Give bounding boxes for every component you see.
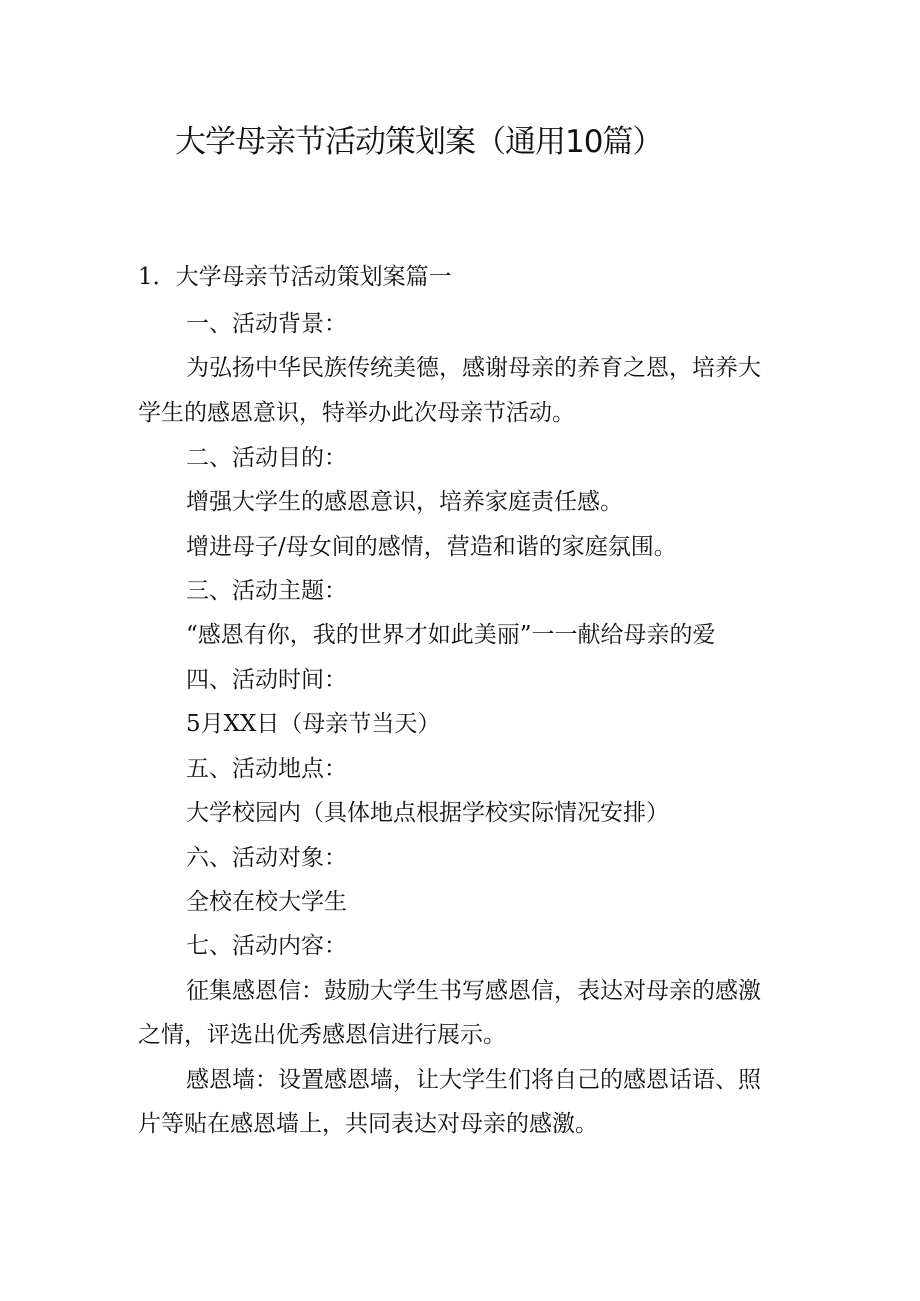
- background-paragraph-line-2: 学生的感恩意识，特举办此次母亲节活动。: [138, 400, 575, 426]
- content-wall-line-2: 片等贴在感恩墙上，共同表达对母亲的感激。: [138, 1111, 598, 1137]
- content-letter-line-2: 之情，评选出优秀感恩信进行展示。: [138, 1022, 506, 1048]
- heading-background: 一、活动背景：: [186, 311, 347, 337]
- document-title: 大学母亲节活动策划案（通用10篇）: [175, 124, 663, 160]
- heading-purpose: 二、活动目的：: [186, 445, 347, 471]
- section-title: 1．大学母亲节活动策划案篇一: [138, 264, 452, 290]
- purpose-item-2: 增进母子/母女间的感情，营造和谐的家庭氛围。: [186, 534, 677, 560]
- heading-audience: 六、活动对象：: [186, 845, 347, 871]
- content-letter-line-1: 征集感恩信：鼓励大学生书写感恩信，表达对母亲的感激: [186, 978, 761, 1004]
- heading-content: 七、活动内容：: [186, 933, 347, 959]
- audience-text: 全校在校大学生: [186, 889, 347, 915]
- heading-theme: 三、活动主题：: [186, 578, 347, 604]
- content-wall-line-1: 感恩墙：设置感恩墙，让大学生们将自己的感恩话语、照: [186, 1067, 761, 1093]
- heading-time: 四、活动时间：: [186, 667, 347, 693]
- theme-text: “感恩有你，我的世界才如此美丽”一一献给母亲的爱: [186, 622, 716, 648]
- time-text: 5月XX日（母亲节当天）: [186, 711, 441, 737]
- location-text: 大学校园内（具体地点根据学校实际情况安排）: [186, 800, 669, 826]
- heading-location: 五、活动地点：: [186, 756, 347, 782]
- purpose-item-1: 增强大学生的感恩意识，培养家庭责任感。: [186, 489, 623, 515]
- background-paragraph-line-1: 为弘扬中华民族传统美德，感谢母亲的养育之恩，培养大: [186, 355, 761, 381]
